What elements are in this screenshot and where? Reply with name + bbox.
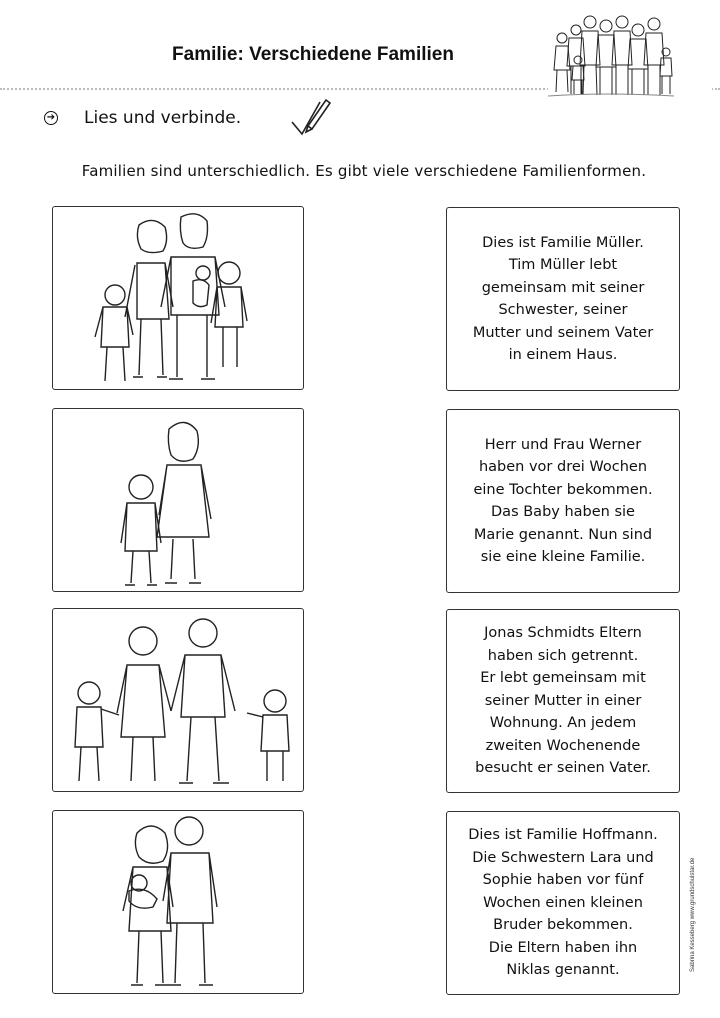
family-4-drawing: [123, 817, 217, 985]
instruction: [44, 108, 241, 128]
family-2-drawing: [121, 422, 211, 585]
picture-family-4[interactable]: [52, 810, 304, 994]
pencil-check-icon: [288, 96, 332, 142]
author-credit: Sabrina Kesseberg www.grundschulstar.de: [690, 857, 696, 972]
family-group-illustration: [548, 8, 712, 100]
text-card[interactable]: Jonas Schmidts Eltern haben sich getrennt. Er lebt gemeinsam mit seiner Mutter in einer Wohnung. An jedem zweiten Wochenende besucht er seinen Vater.: [446, 609, 680, 793]
text-card[interactable]: Herr und Frau Werner haben vor drei Wochen eine Tochter bekommen. Das Baby haben sie Marie genannt. Nun sind sie eine kleine Familie.: [446, 409, 680, 593]
arrow-circle-icon: ➔: [44, 111, 58, 125]
picture-family-2[interactable]: [52, 408, 304, 592]
text-card[interactable]: Dies ist Familie Hoffmann. Die Schwestern Lara und Sophie haben vor fünf Wochen einen kleinen Bruder bekommen. Die Eltern haben ihn Niklas genannt.: [446, 811, 680, 995]
family-3-drawing: [75, 619, 289, 783]
instruction-text: Lies und verbinde.: [84, 108, 242, 128]
picture-family-1[interactable]: [52, 206, 304, 390]
text-card[interactable]: Dies ist Familie Müller. Tim Müller lebt gemeinsam mit seiner Schwester, seiner Mutter und seinem Vater in einem Haus.: [446, 207, 680, 391]
page-title: Familie: Verschiedene Familien: [172, 44, 454, 65]
family-1-drawing: [95, 214, 247, 381]
picture-family-3[interactable]: [52, 608, 304, 792]
intro-text: Familien sind unterschiedlich. Es gibt viele verschiedene Familienformen.: [81, 162, 647, 180]
